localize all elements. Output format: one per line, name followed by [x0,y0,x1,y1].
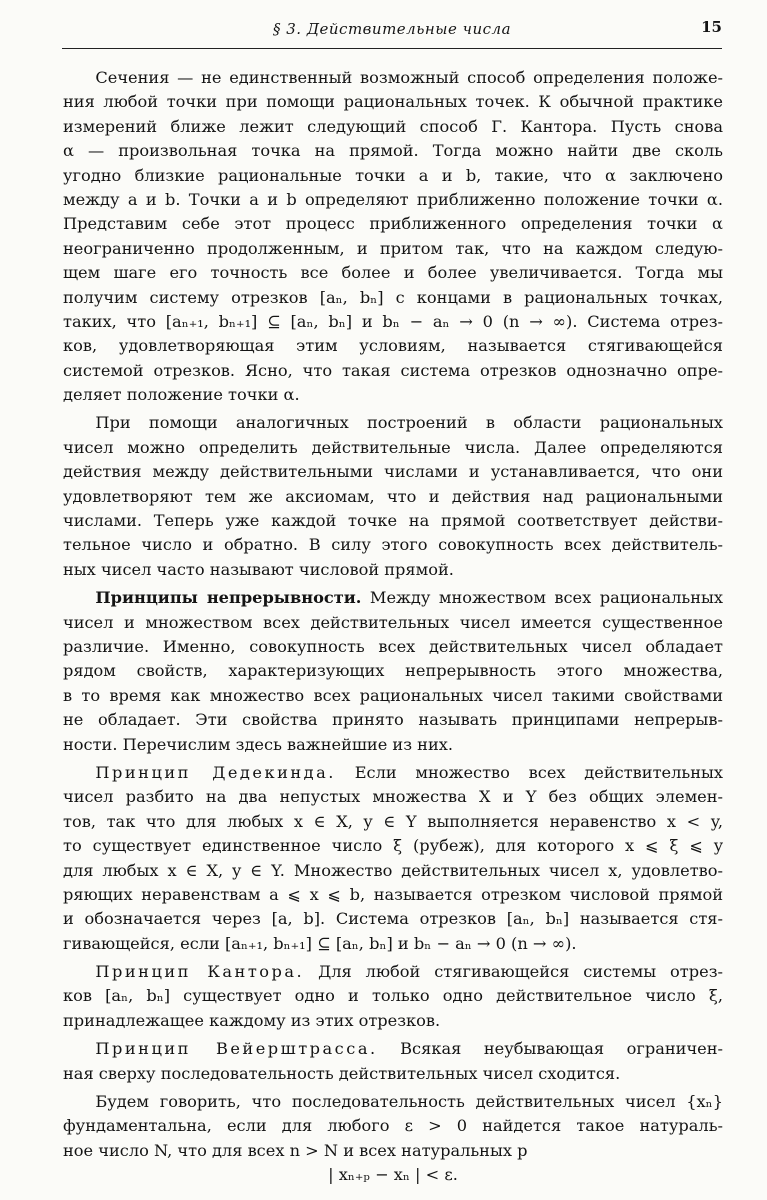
text-line: для любых x ∈ X, y ∈ Y. Множество действительных чисел x, удовлетво- [63,860,723,880]
text-line: удовлетворяют тем же аксиомам, что и действия над рациональными [63,486,723,506]
text-line: получим систему отрезков [aₙ, bₙ] с концами в рациональных точках, [63,287,723,307]
text-line: системой отрезков. Ясно, что такая система отрезков однозначно опре- [63,360,723,380]
paragraph [63,66,723,407]
page-body [63,66,723,1188]
text-line: действия между действительными числами и устанавливается, что они [63,462,723,482]
text-line: ряющих неравенствам a ⩽ x ⩽ b, называется отрезком числовой прямой [63,884,723,904]
text-line: ное число N, что для всех n > N и всех натуральных p [63,1140,528,1160]
text-line: рядом свойств, характеризующих непрерывность этого множества, [63,661,723,681]
paragraph [63,411,723,582]
text-line: α — произвольная точка на прямой. Тогда можно найти две сколь [63,141,723,161]
text-line: не обладает. Эти свойства принято называть принципами непрерыв- [63,710,723,730]
text-line: чисел можно определить действительные числа. Далее определяются [63,437,723,457]
text-line: ная сверху последовательность действительных чисел сходится. [63,1063,621,1083]
principle-heading: Принцип Кантора. [95,962,305,982]
text-line [63,586,723,610]
text-line: деляет положение точки α. [63,385,300,405]
text-line: числами. Теперь уже каждой точке на прямой соответствует действи- [63,511,723,531]
text-line: измерений ближе лежит следующий способ Г. Кантора. Пусть снова [63,116,723,136]
text-line: между a и b. Точки a и b определяют приближенно положение точки α. [63,189,723,209]
text-line: то существует единственное число ξ (рубеж), для которого x ⩽ ξ ⩽ y [63,836,723,856]
text-line: неограниченно продолженным, и притом так, что на каждом следую- [63,238,723,258]
text-line: в то время как множество всех рациональных чисел такими свойствами [63,685,723,705]
paragraph [63,1090,723,1163]
principle-heading: Принцип Вейерштрасса. [95,1039,378,1059]
text-run: Для любой стягивающейся системы отрез- [304,962,723,982]
text-line: тельное число и обратно. В силу этого совокупность всех действитель- [63,535,723,555]
paragraph [63,1037,723,1086]
text-line: принадлежащее каждому из этих отрезков. [63,1010,441,1030]
text-line: Сечения — не единственный возможный способ определения положе- [95,68,723,87]
text-line: ков [aₙ, bₙ] существует одно и только одно действительное число ξ, [63,986,723,1006]
text-line [63,960,723,984]
formula: | xₙ₊ₚ − xₙ | < ε. [328,1165,458,1185]
principle-heading: Принцип Дедекинда. [95,762,336,782]
text-run: Между множеством всех рациональных [361,588,723,608]
page-header [62,14,722,49]
text-line: ния любой точки при помощи рациональных точек. К обычной практике [63,92,723,112]
text-line: различие. Именно, совокупность всех действительных чисел обладает [63,636,723,656]
text-line: таких, что [aₙ₊₁, bₙ₊₁] ⊆ [aₙ, bₙ] и bₙ − aₙ → 0 (n → ∞). Система отрез- [63,311,723,331]
text-line: чисел и множеством всех действительных чисел имеется существенное [63,612,723,632]
text-line: угодно близкие рациональные точки a и b, такие, что α заключено [63,165,723,185]
text-line: При помощи аналогичных построений в области рациональных [95,413,723,433]
text-line: и обозначается через [a, b]. Система отрезков [aₙ, bₙ] называется стя- [63,909,723,929]
text-line: щем шаге его точность все более и более увеличивается. Тогда мы [63,263,723,283]
text-line: Будем говорить, что последовательность действительных чисел {xₙ} [95,1092,723,1112]
section-heading: Принципы непрерывности. [95,588,362,608]
text-run: Если множество всех действительных [335,762,723,782]
paragraph [63,960,723,1033]
text-line: Представим себе этот процесс приближенного определения точки α [63,214,723,234]
text-line: ности. Перечислим здесь важнейшие из них. [63,734,454,754]
running-title: § 3. Действительные числа [272,20,512,38]
text-line: чисел разбито на два непустых множества X и Y без общих элемен- [63,787,723,807]
page-number: 15 [701,18,722,36]
paragraph [63,761,723,956]
text-line: гивающейся, если [aₙ₊₁, bₙ₊₁] ⊆ [aₙ, bₙ] и bₙ − aₙ → 0 (n → ∞). [63,933,577,953]
text-line [63,761,723,785]
text-line: тов, так что для любых x ∈ X, y ∈ Y выполняется неравенство x < y, [63,811,723,831]
text-line: фундаментальна, если для любого ε > 0 найдется такое натураль- [63,1116,723,1136]
paragraph [63,586,723,757]
text-line [63,1037,723,1061]
text-line: ков, удовлетворяющая этим условиям, называется стягивающейся [63,336,723,356]
text-line: ных чисел часто называют числовой прямой. [63,559,454,579]
text-run: Всякая неубывающая ограничен- [377,1039,723,1059]
